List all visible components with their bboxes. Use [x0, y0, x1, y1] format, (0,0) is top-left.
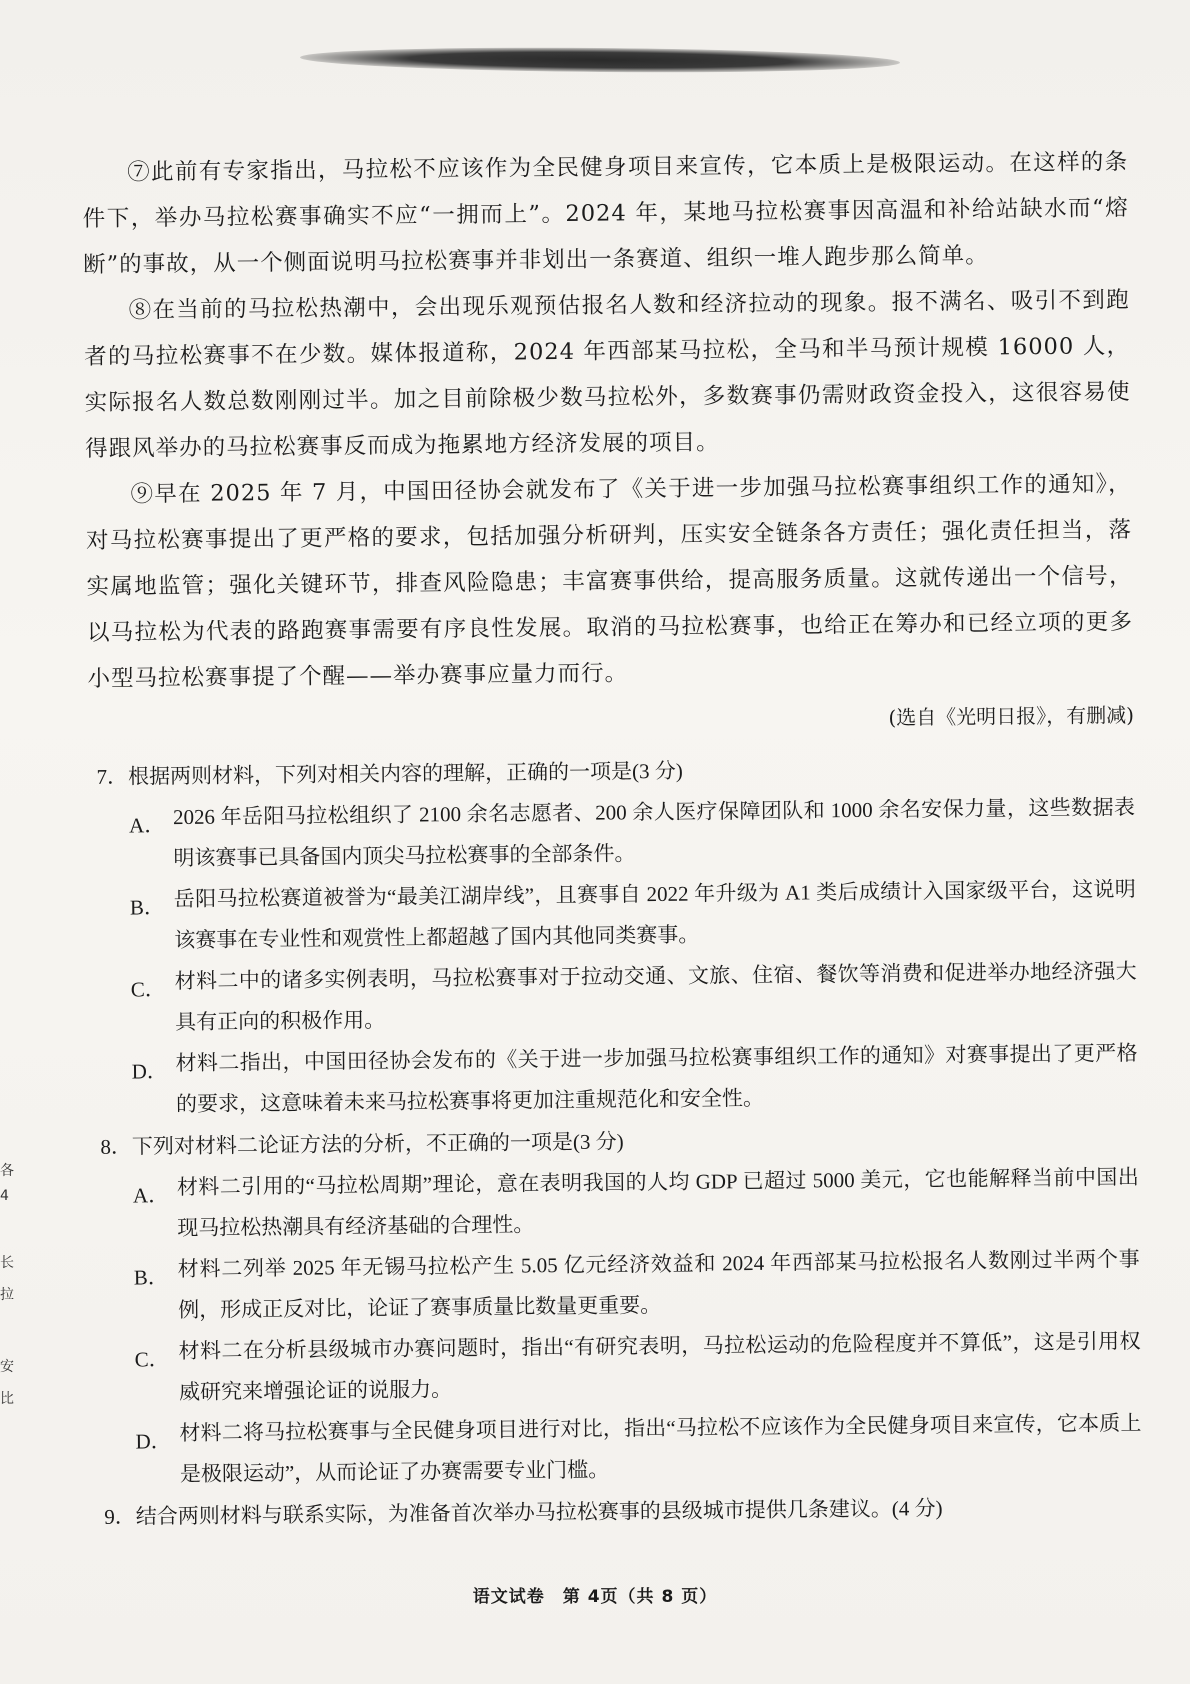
- question-8: [92, 1115, 1142, 1496]
- option-text: 岳阳马拉松赛道被誉为“最美江湖岸线”，且赛事自 2022 年升级为 A1 类后成绩计入国家级平台，这说明该赛事在专业性和观赏性上都超越了国内其他同类赛事。: [173, 877, 1136, 953]
- option-d: [91, 1033, 1138, 1126]
- option-a: [89, 787, 1136, 880]
- option-text: 材料二将马拉松赛事与全民健身项目进行对比，指出“马拉松不应该作为全民健身项目来宣传，它本质上是极限运动”，从而论证了办赛需要专业门槛。: [179, 1410, 1142, 1487]
- question-7: [88, 745, 1138, 1126]
- option-c: [91, 951, 1138, 1044]
- material-paragraph-8: ⑧在当前的马拉松热潮中，会出现乐观预估报名人数和经济拉动的现象。报不满名、吸引不到跑者的马拉松赛事不在少数。媒体报道称，2024 年西部某马拉松，全马和半马预计规模 16000 人，实际报名人数总数刚刚过半。加之目前除极少数马拉松外，多数赛事仍需财政资金投入，这很容易使得跟风举办的马拉松赛事反而成为拖累地方经济发展的项目。: [84, 287, 1131, 462]
- material-paragraph-7: ⑦此前有专家指出，马拉松不应该作为全民健身项目来宣传，它本质上是极限运动。在这样的条件下，举办马拉松赛事确实不应“一拥而上”。2024 年，某地马拉松赛事因高温和补给站缺水而“熔断”的事故，从一个侧面说明马拉松赛事并非划出一条赛道、组织一堆人跑步那么简单。: [82, 149, 1129, 278]
- option-text: 材料二列举 2025 年无锡马拉松产生 5.05 亿元经济效益和 2024 年西部某马拉松报名人数刚过半两个事例，形成正反对比，论证了赛事质量比数量更重要。: [177, 1246, 1140, 1323]
- option-text: 材料二引用的“马拉松周期”理论，意在表明我国的人均 GDP 已超过 5000 美元，它也能解释当前中国出现马拉松热潮具有经济基础的合理性。: [176, 1164, 1139, 1241]
- option-letter: D．: [131, 1059, 168, 1084]
- margin-fragment: 长: [0, 1255, 14, 1271]
- option-text: 材料二中的诸多实例表明，马拉松赛事对于拉动交通、文旅、住宿、餐饮等消费和促进举办地经济强大具有正向的积极作用。: [174, 959, 1137, 1035]
- option-letter: B．: [129, 895, 166, 920]
- option-b: [94, 1239, 1141, 1332]
- option-letter: D．: [135, 1429, 172, 1454]
- question-stem: 8．下列对材料二论证方法的分析，不正确的一项是(3 分): [100, 1129, 624, 1159]
- source-citation: (选自《光明日报》，有删减): [888, 703, 1135, 730]
- page-footer: 语文试卷 第 4页（共 8 页）: [472, 1587, 718, 1607]
- margin-fragment: 4: [0, 1188, 9, 1204]
- option-text: 材料二指出，中国田径协会发布的《关于进一步加强马拉松赛事组织工作的通知》对赛事提出了更严格的要求，这意味着未来马拉松赛事将更加注重规范化和安全性。: [175, 1040, 1138, 1117]
- option-letter: A．: [132, 1183, 170, 1208]
- option-letter: C．: [130, 977, 166, 1002]
- material-paragraph-9: ⑨早在 2025 年 7 月，中国田径协会就发布了《关于进一步加强马拉松赛事组织工作的通知》，对马拉松赛事提出了更严格的要求，包括加强分析研判，压实安全链条各方责任；强化责任担当，落实属地监管；强化关键环节，排查风险隐患；丰富赛事供给，提高服务质量。这就传递出一个信号，以马拉松为代表的路跑赛事需要有序良性发展。取消的马拉松赛事，也给正在筹办和已经立项的更多小型马拉松赛事提了个醒——举办赛事应量力而行。: [85, 471, 1134, 692]
- margin-fragment: 比: [0, 1391, 14, 1407]
- option-text: 2026 年岳阳马拉松组织了 2100 余名志愿者、200 余人医疗保障团队和 1000 余名安保力量，这些数据表明该赛事已具备国内顶尖马拉松赛事的全部条件。: [172, 795, 1136, 871]
- page-fold-shadow: [300, 45, 900, 74]
- question-stem: 9．结合两则材料与联系实际，为准备首次举办马拉松赛事的县级城市提供几条建议。(4 分): [104, 1496, 943, 1529]
- page-content: [82, 139, 1142, 1538]
- option-d: [95, 1403, 1142, 1496]
- option-a: [93, 1157, 1140, 1250]
- option-b: [90, 869, 1137, 962]
- margin-fragment: 各: [0, 1163, 14, 1179]
- option-letter: C．: [134, 1347, 170, 1372]
- question-stem: 7．根据两则材料，下列对相关内容的理解，正确的一项是(3 分): [96, 758, 683, 789]
- option-letter: A．: [128, 813, 166, 838]
- option-text: 材料二在分析县级城市办赛问题时，指出“有研究表明，马拉松运动的危险程度并不算低”，这是引用权威研究来增强论证的说服力。: [178, 1328, 1141, 1405]
- margin-fragment: 安: [0, 1359, 14, 1375]
- margin-fragment: 拉: [0, 1287, 14, 1303]
- option-c: [94, 1321, 1141, 1414]
- option-letter: B．: [133, 1265, 169, 1290]
